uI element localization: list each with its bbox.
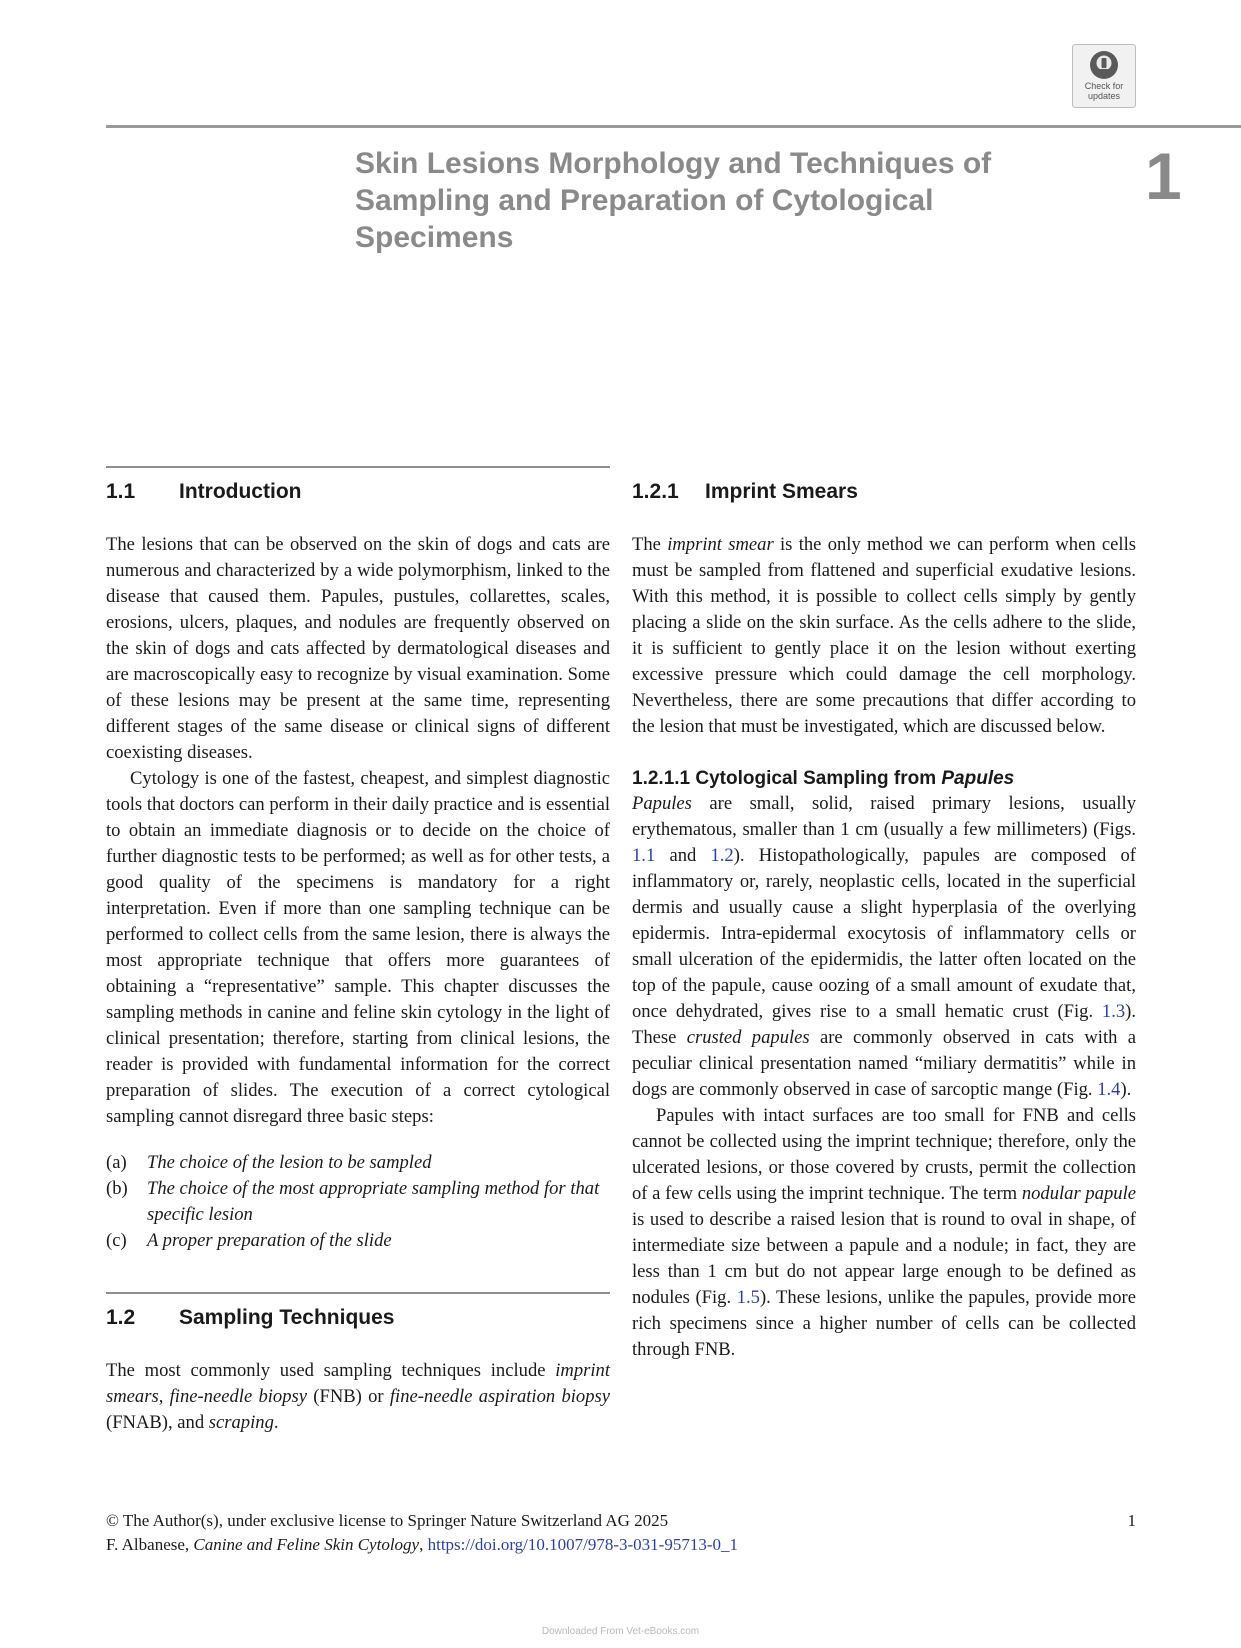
- basic-steps-list: [106, 1150, 610, 1254]
- crossmark-icon: [1088, 49, 1120, 81]
- citation-line: F. Albanese, Canine and Feline Skin Cytology, https://doi.org/10.1007/978-3-031-95713-0_1: [106, 1535, 739, 1554]
- list-item: [106, 1228, 610, 1254]
- figure-link[interactable]: 1.2: [710, 845, 734, 866]
- right-column: [632, 466, 1136, 1363]
- intro-paragraph-2: Cytology is one of the fastest, cheapest, and simplest diagnostic tools that doctors can perform in their daily practice and is essential to obtain an immediate diagnosis or to decide on the choice of further diagnostic tests to be performed; as well as for other tests, a good quality of the specimens is mandatory for a right interpretation. Even if more than one sampling technique can be performed to collect cells from the same lesion, there is always the most appropriate technique that offers more guarantees of obtaining a “representative” sample. This chapter discusses the sampling methods in canine and feline skin cytology in the light of clinical presentation; therefore, starting from clinical lesions, the reader is provided with fundamental information for the correct preparation of slides. The execution of a correct cytological sampling cannot disregard three basic steps:: [106, 768, 610, 1127]
- subsubsection-number: 1.2.1.1: [632, 768, 691, 789]
- figure-link[interactable]: 1.5: [736, 1287, 760, 1308]
- section-number: 1.1: [106, 480, 136, 503]
- subsection-number: 1.2.1: [632, 480, 679, 503]
- intro-paragraph-1: The lesions that can be observed on the skin of dogs and cats are numerous and characterized by a wide polymorphism, linked to the disease that caused them. Papules, pustules, collarettes, scales, erosions, ulcers, plaques, and nodules are frequently observed on the skin of dogs and cats affected by dermatological diseases and are macroscopically easy to recognize by visual examination. Some of these lesions may be present at the same time, representing different stages of the same disease or clinical signs of different coexisting diseases.: [106, 534, 610, 763]
- copyright-line: © The Author(s), under exclusive license to Springer Nature Switzerland AG 2025: [106, 1511, 669, 1530]
- figure-link[interactable]: 1.1: [632, 845, 656, 866]
- list-label: (c): [106, 1230, 127, 1251]
- list-label: (a): [106, 1152, 127, 1173]
- list-text: The choice of the most appropriate sampling method for that specific lesion: [147, 1178, 600, 1225]
- papules-paragraph-2: Papules with intact surfaces are too small for FNB and cells cannot be collected using the imprint technique; therefore, only the ulcerated lesions, or those covered by crusts, permit the collection of a few cells using the imprint technique. The term nodular papule is used to describe a raised lesion that is round to oval in shape, of intermediate size between a papule and a nodule; in fact, they are less than 1 cm but do not appear large enough to be defined as nodules (Fig. 1.5). These lesions, unlike the papules, provide more rich specimens since a higher number of cells can be collected through FNB.: [632, 1105, 1136, 1360]
- imprint-paragraph: The imprint smear is the only method we can perform when cells must be sampled from flattened and superficial exudative lesions. With this method, it is possible to collect cells simply by gently placing a slide on the skin surface. As the cells adhere to the slide, it is sufficient to gently place it on the lesion without exerting excessive pressure which could damage the cell morphology. Nevertheless, there are some precautions that differ according to the lesion that must be investigated, which are discussed below.: [632, 534, 1136, 737]
- chapter-number: 1: [1145, 139, 1182, 213]
- figure-link[interactable]: 1.3: [1101, 1001, 1126, 1022]
- section-number: 1.2: [106, 1306, 136, 1329]
- list-text: The choice of the lesion to be sampled: [147, 1152, 432, 1173]
- badge-label-line2: updates: [1087, 91, 1121, 101]
- figure-link[interactable]: 1.4: [1097, 1079, 1121, 1100]
- book-title: Canine and Feline Skin Cytology: [193, 1535, 420, 1554]
- section-title: Sampling Techniques: [179, 1306, 395, 1329]
- sampling-paragraph: The most commonly used sampling techniques include imprint smears, fine-needle biopsy (FNB) or fine-needle aspiration biopsy (FNAB), and scraping.: [106, 1360, 610, 1433]
- section-title: Introduction: [179, 480, 302, 503]
- papules-paragraph-1: Papules are small, solid, raised primary lesions, usually erythematous, smaller than 1 cm (usually a few millimeters) (Figs. 1.1 and 1.2). Histopathologically, papules are composed of inflammatory or, rarely, neoplastic cells, located in the superficial dermis and usually cause a slight hyperplasia of the overlying epidermis. Intra-epidermal exocytosis of inflammatory cells or small ulceration of the epidermidis, the latter often located on the top of the papule, cause oozing of a small amount of exudate that, once dehydrated, gives rise to a small hematic crust (Fig. 1.3). These crusted papules are commonly observed in cats with a peculiar clinical presentation named “miliary dermatitis” while in dogs are commonly observed in case of sarcoptic mange (Fig. 1.4).: [632, 793, 1137, 1100]
- section-rule: [106, 1292, 610, 1294]
- page-number: 1: [1127, 1511, 1136, 1530]
- doi-link[interactable]: https://doi.org/10.1007/978-3-031-95713-0_1: [427, 1535, 739, 1554]
- subsection-heading-imprint-smears: [632, 479, 1136, 505]
- section-heading-sampling-techniques: [106, 1305, 610, 1331]
- section-rule: [106, 466, 610, 468]
- subsection-title: Imprint Smears: [705, 480, 858, 503]
- header-rule: [106, 125, 1241, 128]
- list-item: [106, 1176, 610, 1228]
- list-item: [106, 1150, 610, 1176]
- section-heading-introduction: [106, 479, 610, 505]
- subsubsection-heading-papules: 1.2.1.1 Cytological Sampling from Papules: [632, 768, 1015, 789]
- chapter-title: Skin Lesions Morphology and Techniques of Sampling and Preparation of Cytological Specimens: [355, 147, 992, 254]
- list-label: (b): [106, 1178, 128, 1199]
- watermark: Downloaded From Vet-eBooks.com: [541, 1626, 700, 1637]
- list-text: A proper preparation of the slide: [147, 1230, 392, 1251]
- page-footer: [106, 1509, 1136, 1557]
- badge-label-line1: Check for: [1084, 81, 1124, 91]
- left-column: [106, 466, 610, 1436]
- check-for-updates-badge[interactable]: [1072, 44, 1136, 108]
